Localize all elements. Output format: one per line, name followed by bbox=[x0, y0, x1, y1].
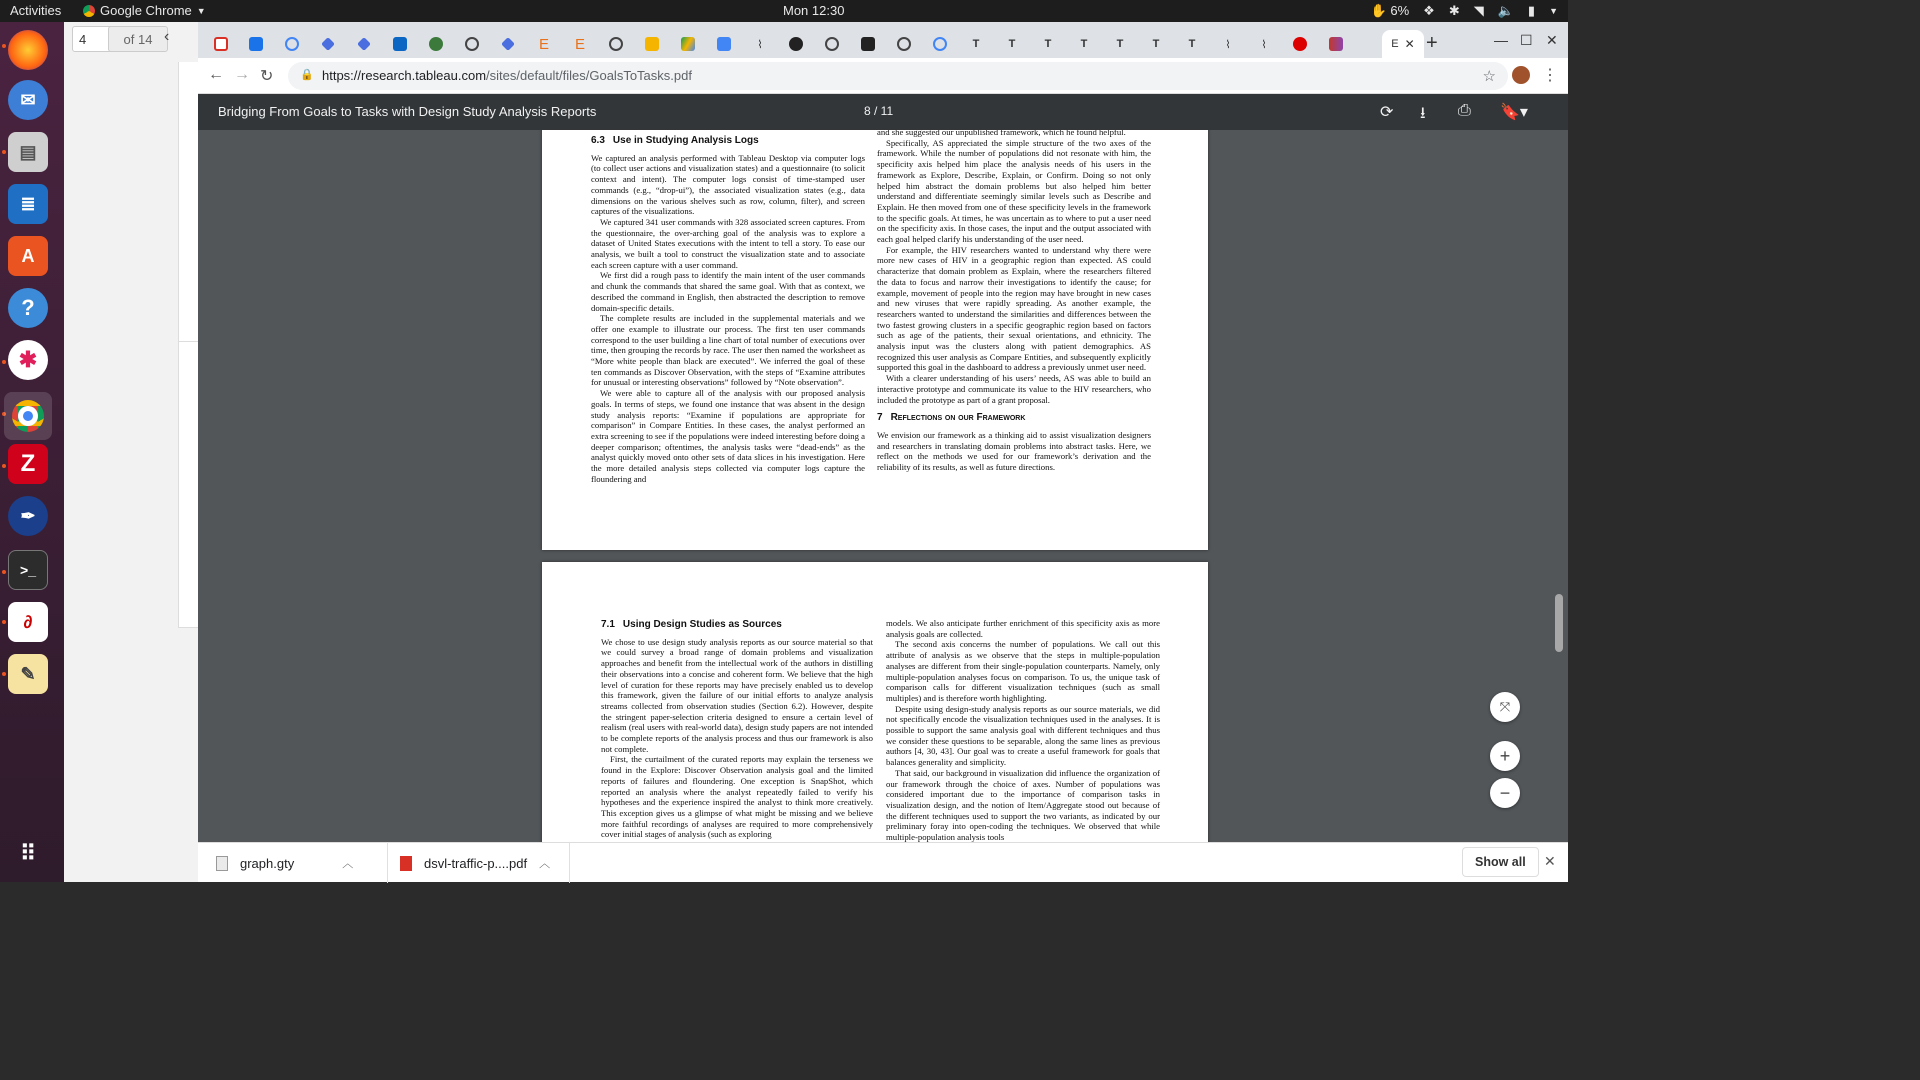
battery-icon: ▮ bbox=[1527, 3, 1536, 18]
paragraph: With a clearer understanding of his users’ needs, AS was able to build an interactive prototype and communicate its value to the HIV researchers, who included the prototype as part of a grant proposal. bbox=[877, 373, 1151, 405]
chart-icon bbox=[1329, 37, 1343, 51]
gear-icon bbox=[429, 37, 443, 51]
text-icon: T bbox=[1080, 38, 1088, 50]
running-indicator bbox=[2, 620, 6, 624]
tab[interactable] bbox=[853, 30, 883, 58]
page-edge bbox=[178, 342, 198, 628]
star-icon[interactable]: ☆ bbox=[1482, 68, 1496, 85]
browser-toolbar bbox=[198, 58, 1568, 94]
minus-icon: − bbox=[1499, 782, 1511, 803]
tab[interactable] bbox=[1249, 30, 1279, 58]
paragraph: We chose to use design study analysis reports as our source material so that we could survey a broad range of domain problems and visualization approaches and benefit from the intellectual work of the authors in distilling their observations into a concise and coherent form. We believe that the high level of curation for these reports may have precisely enabled us to develop this framework, given the failure of our initial efforts to analyze analysis streams collected from observation studies (Section 6.2). However, despite the stringent paper-selection criteria designed to ensure a certain level of realism (real users with real-world data), design study papers are not intended to be complete reports of the analysis process and thus our framework is also not complete. bbox=[601, 636, 873, 754]
bookmark-icon bbox=[645, 37, 659, 51]
text-icon: T bbox=[1188, 38, 1196, 50]
volume-icon: 🔈 bbox=[1497, 3, 1514, 18]
thunderbird-icon[interactable]: ✉ bbox=[8, 80, 48, 120]
zotero-icon[interactable]: Z bbox=[8, 444, 48, 484]
fit-page-icon: ⤧ bbox=[1499, 699, 1511, 714]
vertical-scrollbar[interactable] bbox=[1550, 130, 1568, 842]
person-icon bbox=[861, 37, 875, 51]
paragraph: We first did a rough pass to identify the main intent of the user commands and chunk the commands that shared the same goal. With that as context, we described the command in English, then abstracted the description to remove domain-specific details. bbox=[591, 270, 865, 313]
tab[interactable] bbox=[781, 30, 811, 58]
tab[interactable] bbox=[313, 30, 343, 58]
scrollbar-thumb[interactable] bbox=[1555, 594, 1563, 652]
text-icon: T bbox=[1152, 38, 1160, 50]
google-icon bbox=[285, 37, 299, 51]
pdf-page bbox=[542, 130, 1208, 550]
tab[interactable] bbox=[529, 30, 559, 58]
tab[interactable] bbox=[1069, 30, 1099, 58]
globe-icon bbox=[825, 37, 839, 51]
writer-icon[interactable]: ≣ bbox=[8, 184, 48, 224]
right-column bbox=[877, 130, 1151, 473]
tab[interactable] bbox=[745, 30, 775, 58]
paragraph: We envision our framework as a thinking aid to assist visualization designers and researchers in translating domain problems into abstract tasks. Here, we reflect on the methods we used for our framework’s derivation and the reliability of its results, as well as future directions. bbox=[877, 429, 1151, 473]
zoom-out-button[interactable] bbox=[1490, 778, 1520, 808]
tab[interactable] bbox=[1321, 30, 1351, 58]
graduation-cap-icon bbox=[357, 37, 371, 51]
tab[interactable] bbox=[1177, 30, 1207, 58]
pdf-title: Bridging From Goals to Tasks with Design Study Analysis Reports bbox=[218, 104, 597, 119]
graduation-cap-icon bbox=[501, 37, 515, 51]
inkscape-icon[interactable]: ✒ bbox=[8, 496, 48, 536]
help-icon[interactable]: ? bbox=[8, 288, 48, 328]
system-top-bar bbox=[0, 0, 1568, 22]
paragraph: Specifically, AS appreciated the simple structure of the two axes of the framework. While the number of populations did not resonate with him, the specificity axis helped him place the analysis needs of his users in the framework as Explore, Describe, Explain, or Confirm. Doing so not only helped him abstract the domain problems but also helped him better understand and differentiate seemingly similar levels such as Describe and Explain. He then moved from one of these specificity levels in the framework to the specific goals. At times, he was uncertain as to where to put a user need on the specificity axis. In those cases, the input and the output associated with each goal helped clarify his understanding of the user need. bbox=[877, 137, 1151, 245]
running-indicator bbox=[2, 44, 6, 48]
record-icon bbox=[1293, 37, 1307, 51]
tab[interactable] bbox=[1285, 30, 1315, 58]
text-icon: T bbox=[1116, 38, 1124, 50]
chart-icon: ⌇ bbox=[757, 38, 763, 51]
pdf-page bbox=[542, 562, 1208, 842]
chrome-window bbox=[198, 22, 1568, 882]
tab[interactable] bbox=[493, 30, 523, 58]
back-arrow-icon[interactable]: ← bbox=[208, 66, 224, 83]
chrome-icon bbox=[12, 400, 44, 432]
pdf-toolbar bbox=[198, 94, 1568, 130]
firefox-icon[interactable] bbox=[8, 30, 48, 70]
download-filename: dsvl-traffic-p....pdf bbox=[424, 855, 528, 871]
close-icon[interactable]: ✕ bbox=[1404, 37, 1415, 51]
linkedin-icon bbox=[393, 37, 407, 51]
tab-active[interactable] bbox=[1382, 30, 1424, 58]
new-tab-button[interactable]: + bbox=[1426, 32, 1438, 54]
chevron-left-icon[interactable]: ‹ bbox=[164, 28, 170, 45]
running-indicator bbox=[2, 570, 6, 574]
tab[interactable] bbox=[925, 30, 955, 58]
kebab-menu-icon[interactable]: ⋮ bbox=[1542, 67, 1558, 84]
app-name: Google Chrome bbox=[100, 3, 192, 18]
download-filename: graph.gty bbox=[240, 855, 295, 871]
section-heading: 7 Reflections on our Framework bbox=[877, 412, 1026, 424]
left-column bbox=[601, 618, 873, 840]
minimize-button[interactable]: — bbox=[1494, 32, 1508, 48]
reload-icon[interactable]: ↻ bbox=[260, 68, 274, 85]
zoom-in-button[interactable] bbox=[1490, 741, 1520, 771]
google-icon bbox=[933, 37, 947, 51]
github-icon bbox=[789, 37, 803, 51]
page-edge bbox=[178, 62, 198, 342]
tab[interactable] bbox=[637, 30, 667, 58]
slack-tray-icon[interactable]: ✱ bbox=[1448, 3, 1460, 18]
fit-to-page-button[interactable] bbox=[1490, 692, 1520, 722]
tab[interactable] bbox=[457, 30, 487, 58]
file-icon bbox=[216, 856, 228, 871]
chart-icon: ⌇ bbox=[1225, 38, 1231, 51]
tab[interactable] bbox=[961, 30, 991, 58]
files-icon[interactable]: ▤ bbox=[8, 132, 48, 172]
plus-icon: + bbox=[1499, 745, 1511, 766]
left-column bbox=[591, 134, 865, 485]
tab[interactable] bbox=[421, 30, 451, 58]
bookmark-icon[interactable]: 🔖▾ bbox=[1500, 104, 1528, 121]
globe-icon bbox=[897, 37, 911, 51]
text-editor-icon[interactable]: ✎ bbox=[8, 654, 48, 694]
ubuntu-dock bbox=[0, 22, 64, 882]
tab[interactable] bbox=[673, 30, 703, 58]
tab[interactable] bbox=[601, 30, 631, 58]
elsevier-icon: E bbox=[574, 35, 585, 53]
software-center-icon[interactable]: A bbox=[8, 236, 48, 276]
chevron-up-icon[interactable]: ︿ bbox=[342, 858, 354, 870]
paragraph: and she suggested our unpublished framework, which he found helpful. bbox=[877, 130, 1126, 137]
clock[interactable]: Mon 12:30 bbox=[783, 3, 845, 18]
tab-strip bbox=[198, 22, 1568, 58]
tab[interactable] bbox=[206, 30, 236, 58]
app-menu[interactable] bbox=[83, 3, 206, 18]
dropbox-icon[interactable]: ❖ bbox=[1423, 3, 1435, 18]
gmail-icon bbox=[214, 37, 228, 51]
tab[interactable] bbox=[565, 30, 595, 58]
tab[interactable] bbox=[241, 30, 271, 58]
tab[interactable] bbox=[1033, 30, 1063, 58]
chart-icon: ⌇ bbox=[1261, 38, 1267, 51]
right-column bbox=[886, 618, 1160, 842]
lock-icon[interactable]: 🔒 bbox=[300, 69, 314, 81]
page-number-input[interactable]: 4 bbox=[72, 26, 126, 52]
globe-icon bbox=[465, 37, 479, 51]
background-pdf-viewer bbox=[64, 22, 198, 882]
battery-percent: ✋ 6% bbox=[1370, 3, 1410, 18]
running-indicator bbox=[2, 150, 6, 154]
rotate-icon[interactable]: ⟳ bbox=[1380, 104, 1394, 121]
hand-icon: ✋ bbox=[1370, 3, 1387, 18]
maximize-button[interactable]: ☐ bbox=[1520, 32, 1533, 48]
chevron-down-icon[interactable]: ▼ bbox=[1549, 6, 1558, 16]
activities-button[interactable]: Activities bbox=[10, 3, 62, 18]
chrome-icon bbox=[83, 5, 95, 17]
page-count: of 14 bbox=[108, 26, 168, 52]
tab[interactable] bbox=[385, 30, 415, 58]
text-icon: T bbox=[1044, 38, 1052, 50]
url-host: https://research.tableau.com bbox=[322, 68, 487, 83]
paragraph: We captured an analysis performed with Tableau Desktop via computer logs (to collect user actions and visualization states) and a questionnaire (to solicit context and intent). The computer logs consist of time-stamped user commands (e.g., “drop-ui”), the associated visualization states (e.g., data dimensions on the various shelves such as row, column, filter), and screen captures of the visualizations. bbox=[591, 152, 865, 217]
chrome-dock-icon[interactable] bbox=[4, 392, 52, 440]
running-indicator bbox=[2, 464, 6, 468]
show-applications-icon[interactable]: ⠿ bbox=[19, 841, 37, 866]
download-item[interactable] bbox=[400, 843, 570, 883]
paragraph: The second axis concerns the number of populations. We call out this attribute of analysis as we observe that the steps in multiple-population analyses are different from their single-population counterparts. Namely, only multiple-population analyses focus on comparison. To us, the unique task of comparison calls for different visualization techniques (such as small multiples) and is therefore worth highlighting. bbox=[886, 639, 1160, 703]
profile-avatar[interactable] bbox=[1512, 66, 1530, 84]
tab[interactable] bbox=[349, 30, 379, 58]
print-icon[interactable]: ⎙ bbox=[1458, 102, 1471, 119]
download-item[interactable] bbox=[216, 843, 388, 883]
url-path: /sites/default/files/GoalsToTasks.pdf bbox=[486, 68, 692, 83]
tab[interactable] bbox=[1213, 30, 1243, 58]
running-indicator bbox=[2, 672, 6, 676]
text-icon: T bbox=[1008, 38, 1016, 50]
wifi-icon: ◥ bbox=[1473, 3, 1484, 18]
paragraph: We captured 341 user commands with 328 associated screen captures. From the questionnaire, the over-arching goal of the analysis was to explore a dataset of United States executions with the intent to tell a story. To ease our analysis, we built a tool to construct the visualization state and to associate each screen capture with a user command. bbox=[591, 216, 865, 270]
paragraph: models. We also anticipate further enrichment of this specificity axis as more analysis goals are collected. bbox=[886, 618, 1160, 639]
paragraph: For example, the HIV researchers wanted to understand why there were more new cases of HIV in a geographic region than expected. AS could characterize that domain problem as Explain, where the researchers filtered the data to focus and narrow their investigations to identify the cause; for example, movement of people into the region may have brought in new cases and new viruses that were rapidly spreading. As another example, the researchers wanted to understand the similarities and differences between the two fastest growing clusters in a specific geographic region based on factors such as age of the patients, their sexual orientations, and ethnicity. The analysis input was the clusters along with patient demographics. AS recognized this user analysis as Compare Entities, and subsequently explicitly supported this goal in the dashboard to address a previously unmet user need. bbox=[877, 244, 1151, 373]
tab[interactable] bbox=[709, 30, 739, 58]
close-window-button[interactable]: ✕ bbox=[1546, 32, 1558, 48]
chevron-up-icon[interactable]: ︿ bbox=[539, 858, 551, 870]
paragraph: The complete results are included in the supplemental materials and we offer one example to illustrate our process. The first ten user commands correspond to the user building a line chart of total number of executions over time, then grouping the records by race. The user then named the worksheet as “More white people than black are executed”. We inferred the goal of these ten commands as Discover Observation, with the steps of “Examine attributes for unusual or interesting observations” followed by “Note observation”. bbox=[591, 313, 865, 388]
tab[interactable] bbox=[1105, 30, 1135, 58]
forward-arrow-icon[interactable]: → bbox=[234, 66, 250, 83]
elsevier-icon: E bbox=[538, 35, 549, 53]
globe-icon bbox=[609, 37, 623, 51]
terminal-icon[interactable]: >_ bbox=[8, 550, 48, 590]
slack-icon[interactable]: ✱ bbox=[8, 340, 48, 380]
tab[interactable] bbox=[997, 30, 1027, 58]
text-icon: T bbox=[972, 38, 980, 50]
document-viewer-icon[interactable]: ∂ bbox=[8, 602, 48, 642]
tab[interactable] bbox=[277, 30, 307, 58]
tab[interactable] bbox=[817, 30, 847, 58]
close-icon[interactable]: ✕ bbox=[1544, 853, 1556, 869]
pdf-file-icon bbox=[400, 856, 412, 871]
pdf-viewport[interactable] bbox=[198, 130, 1568, 842]
tab[interactable] bbox=[1141, 30, 1171, 58]
active-tab-label: E bbox=[1391, 38, 1399, 50]
calendar-icon bbox=[249, 37, 263, 51]
download-shelf bbox=[198, 842, 1568, 882]
section-heading: 7.1 Using Design Studies as Sources bbox=[601, 619, 782, 630]
section-heading: 6.3 Use in Studying Analysis Logs bbox=[591, 135, 759, 146]
paragraph: Despite using design-study analysis reports as our source materials, we did not specifically encode the visualization techniques used in the analyses. It is possible to support the same analysis goal with different techniques and thus we consider these questions to be separable, along the same lines as previous authors [4, 30, 43]. Our goal was to create a useful framework for goals that balances generality and simplicity. bbox=[886, 703, 1160, 768]
download-icon[interactable]: ⭳ bbox=[1420, 105, 1426, 122]
paragraph: That said, our background in visualization did influence the organization of our framework through the choice of axes. Number of populations was considered important due to the importance of comparison tasks in visualization design, and the notion of Item/Aggregate stood out because of the different techniques used to support the two variants, as indicated by our preliminary foray into open-coding the techniques. We observed that while multiple-population analysis tools bbox=[886, 767, 1160, 842]
paragraph: We were able to capture all of the analysis with our proposed analysis goals. In terms of steps, we found one instance that was absent in the design study analysis reports: “Examine if populations are appropriate for comparison” in Compare Entities. In these cases, the analyst performed an extra screening to see if the populations were indeed interesting before doing a deeper comparison; oftentimes, the analysis tasks were “dead-ends” as the analyst quickly moved onto other sets of data slices in his investigation. Here the more detailed analysis steps collected via computer logs capture the floundering and bbox=[591, 388, 865, 484]
tab[interactable] bbox=[889, 30, 919, 58]
paragraph: First, the curtailment of the curated reports may explain the terseness we found in the Explore: Discover Observation analysis goal and the limited reports of failures and floundering. One exception is SnapShot, which reported an analysis where the analyst repeatedly failed to verify his hypotheses and the experience inspired the analyst to think more creatively. This exception gives us a glimpse of what might be missing and we believe more faithful recordings of analyses are required to more comprehensively cover initial stages of analysis (such as exploring bbox=[601, 754, 873, 840]
chevron-down-icon: ▼ bbox=[196, 5, 206, 16]
page-indicator: 8 / 11 bbox=[864, 104, 894, 118]
show-all-button[interactable]: Show all bbox=[1462, 847, 1539, 877]
running-indicator bbox=[2, 360, 6, 364]
drive-icon bbox=[681, 37, 695, 51]
system-tray[interactable] bbox=[1371, 3, 1558, 19]
address-bar[interactable] bbox=[288, 62, 1508, 90]
docs-icon bbox=[717, 37, 731, 51]
graduation-cap-icon bbox=[321, 37, 335, 51]
